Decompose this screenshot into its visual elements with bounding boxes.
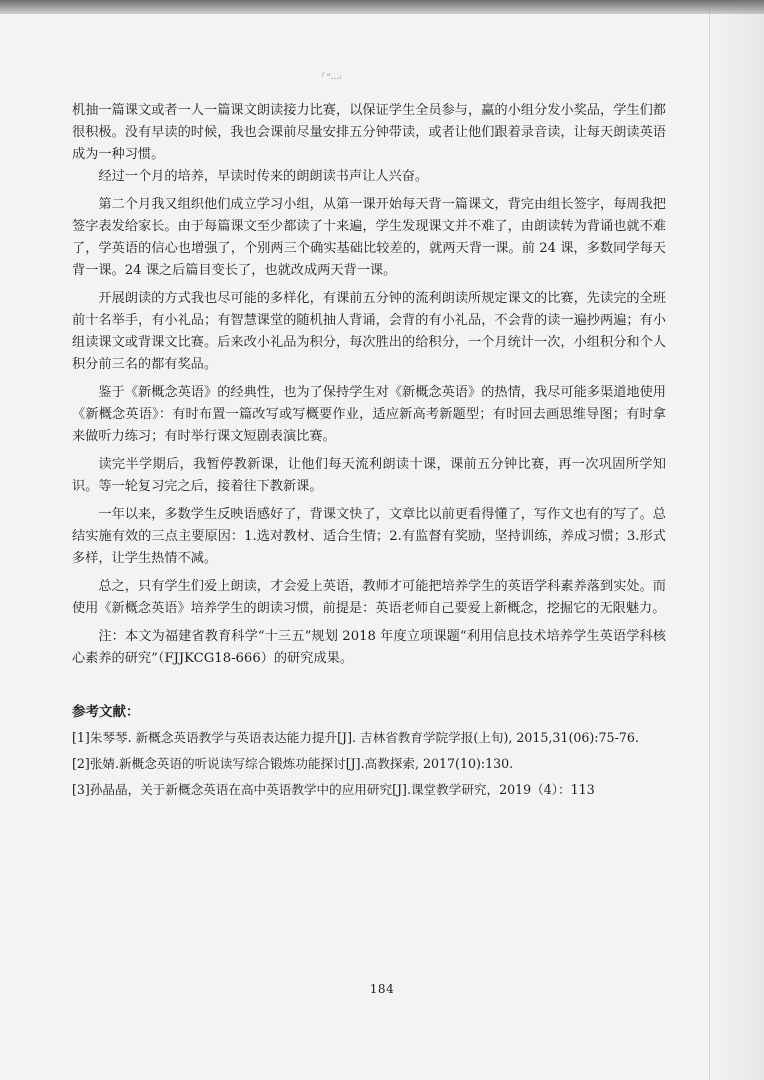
paragraph-7: 一年以来，多数学生反映语感好了，背课文快了，文章比以前更看得懂了，写作文也有的写了。总结实施有效的三点主要原因：1.选对教材、适合生情；2.有监督有奖励，坚持训练，养成习惯；3.形式多样，让学生热情不减。 [72, 507, 666, 566]
paragraph-6: 读完半学期后，我暂停教新课，让他们每天流利朗读十课，课前五分钟比赛，再一次巩固所学知识。等一轮复习完之后，接着往下教新课。 [72, 457, 666, 494]
paragraph-8: 总之，只有学生们爱上朗读，才会爱上英语，教师才可能把培养学生的英语学科素养落到实处。而使用《新概念英语》培养学生的朗读习惯，前提是：英语老师自己要爱上新概念，挖掘它的无限魅力。 [72, 579, 666, 616]
paragraph-3: 第二个月我又组织他们成立学习小组，从第一课开始每天背一篇课文，背完由组长签字，每周我把签字表发给家长。由于每篇课文至少都读了十来遍，学生发现课文并不难了，由朗读转为背诵也就不难了，学英语的信心也增强了，个别两三个确实基础比较差的，就两天背一课。前 24 课，多数同学每天背一课。24 课之后篇目变长了，也就改成两天背一课。 [72, 197, 666, 278]
paragraph-4: 开展朗读的方式我也尽可能的多样化，有课前五分钟的流利朗读所规定课文的比赛，先读完的全班前十名举手，有小礼品；有智慧课堂的随机抽人背诵，会背的有小礼品，不会背的读一遍抄两遍；有小组读课文或背课文比赛。后来改小礼品为积分，每次胜出的给积分，一个月统计一次，小组积分和个人积分前三名的都有奖品。 [72, 291, 666, 372]
scan-top-shadow [0, 0, 764, 14]
reference-item-2: [2]张婧.新概念英语的听说读写综合锻炼功能探讨[J].高教探索, 2017(10):130. [72, 756, 514, 771]
paragraph-note: 注：本文为福建省教育科学“十三五”规划 2018 年度立项课题“利用信息技术培养学生英语学科核心素养的研究”（FJJKCG18-666）的研究成果。 [72, 629, 666, 666]
paragraph-5: 鉴于《新概念英语》的经典性，也为了保持学生对《新概念英语》的热情，我尽可能多渠道地使用《新概念英语》：有时布置一篇改写或写概要作业，适应新高考新题型；有时回去画思维导图；有时拿来做听力练习；有时举行课文短剧表演比赛。 [72, 385, 666, 444]
scan-right-edge [709, 0, 764, 1080]
reference-item-1: [1]朱琴琴. 新概念英语教学与英语表达能力提升[J]. 吉林省教育学院学报(上旬), 2015,31(06):75-76. [72, 730, 639, 745]
paragraph-1: 机抽一篇课文或者一人一篇课文朗读接力比赛，以保证学生全员参与，赢的小组分发小奖品，学生们都很积极。没有早读的时候，我也会课前尽量安排五分钟带读，或者让他们跟着录音读，让每天朗读英语成为一种习惯。 [72, 103, 666, 162]
references-title: 参考文献： [72, 704, 140, 720]
page-number: 184 [369, 982, 395, 996]
paragraph-2: 经过一个月的培养，早读时传来的朗朗读书声让人兴奋。 [98, 169, 429, 184]
document-page [72, 100, 666, 802]
scribble-mark: ᶠ ᵃ…ᵢ [322, 72, 342, 82]
reference-item-3: [3]孙晶晶，关于新概念英语在高中英语教学中的应用研究[J].课堂教学研究，2019（4）：113 [72, 782, 595, 797]
